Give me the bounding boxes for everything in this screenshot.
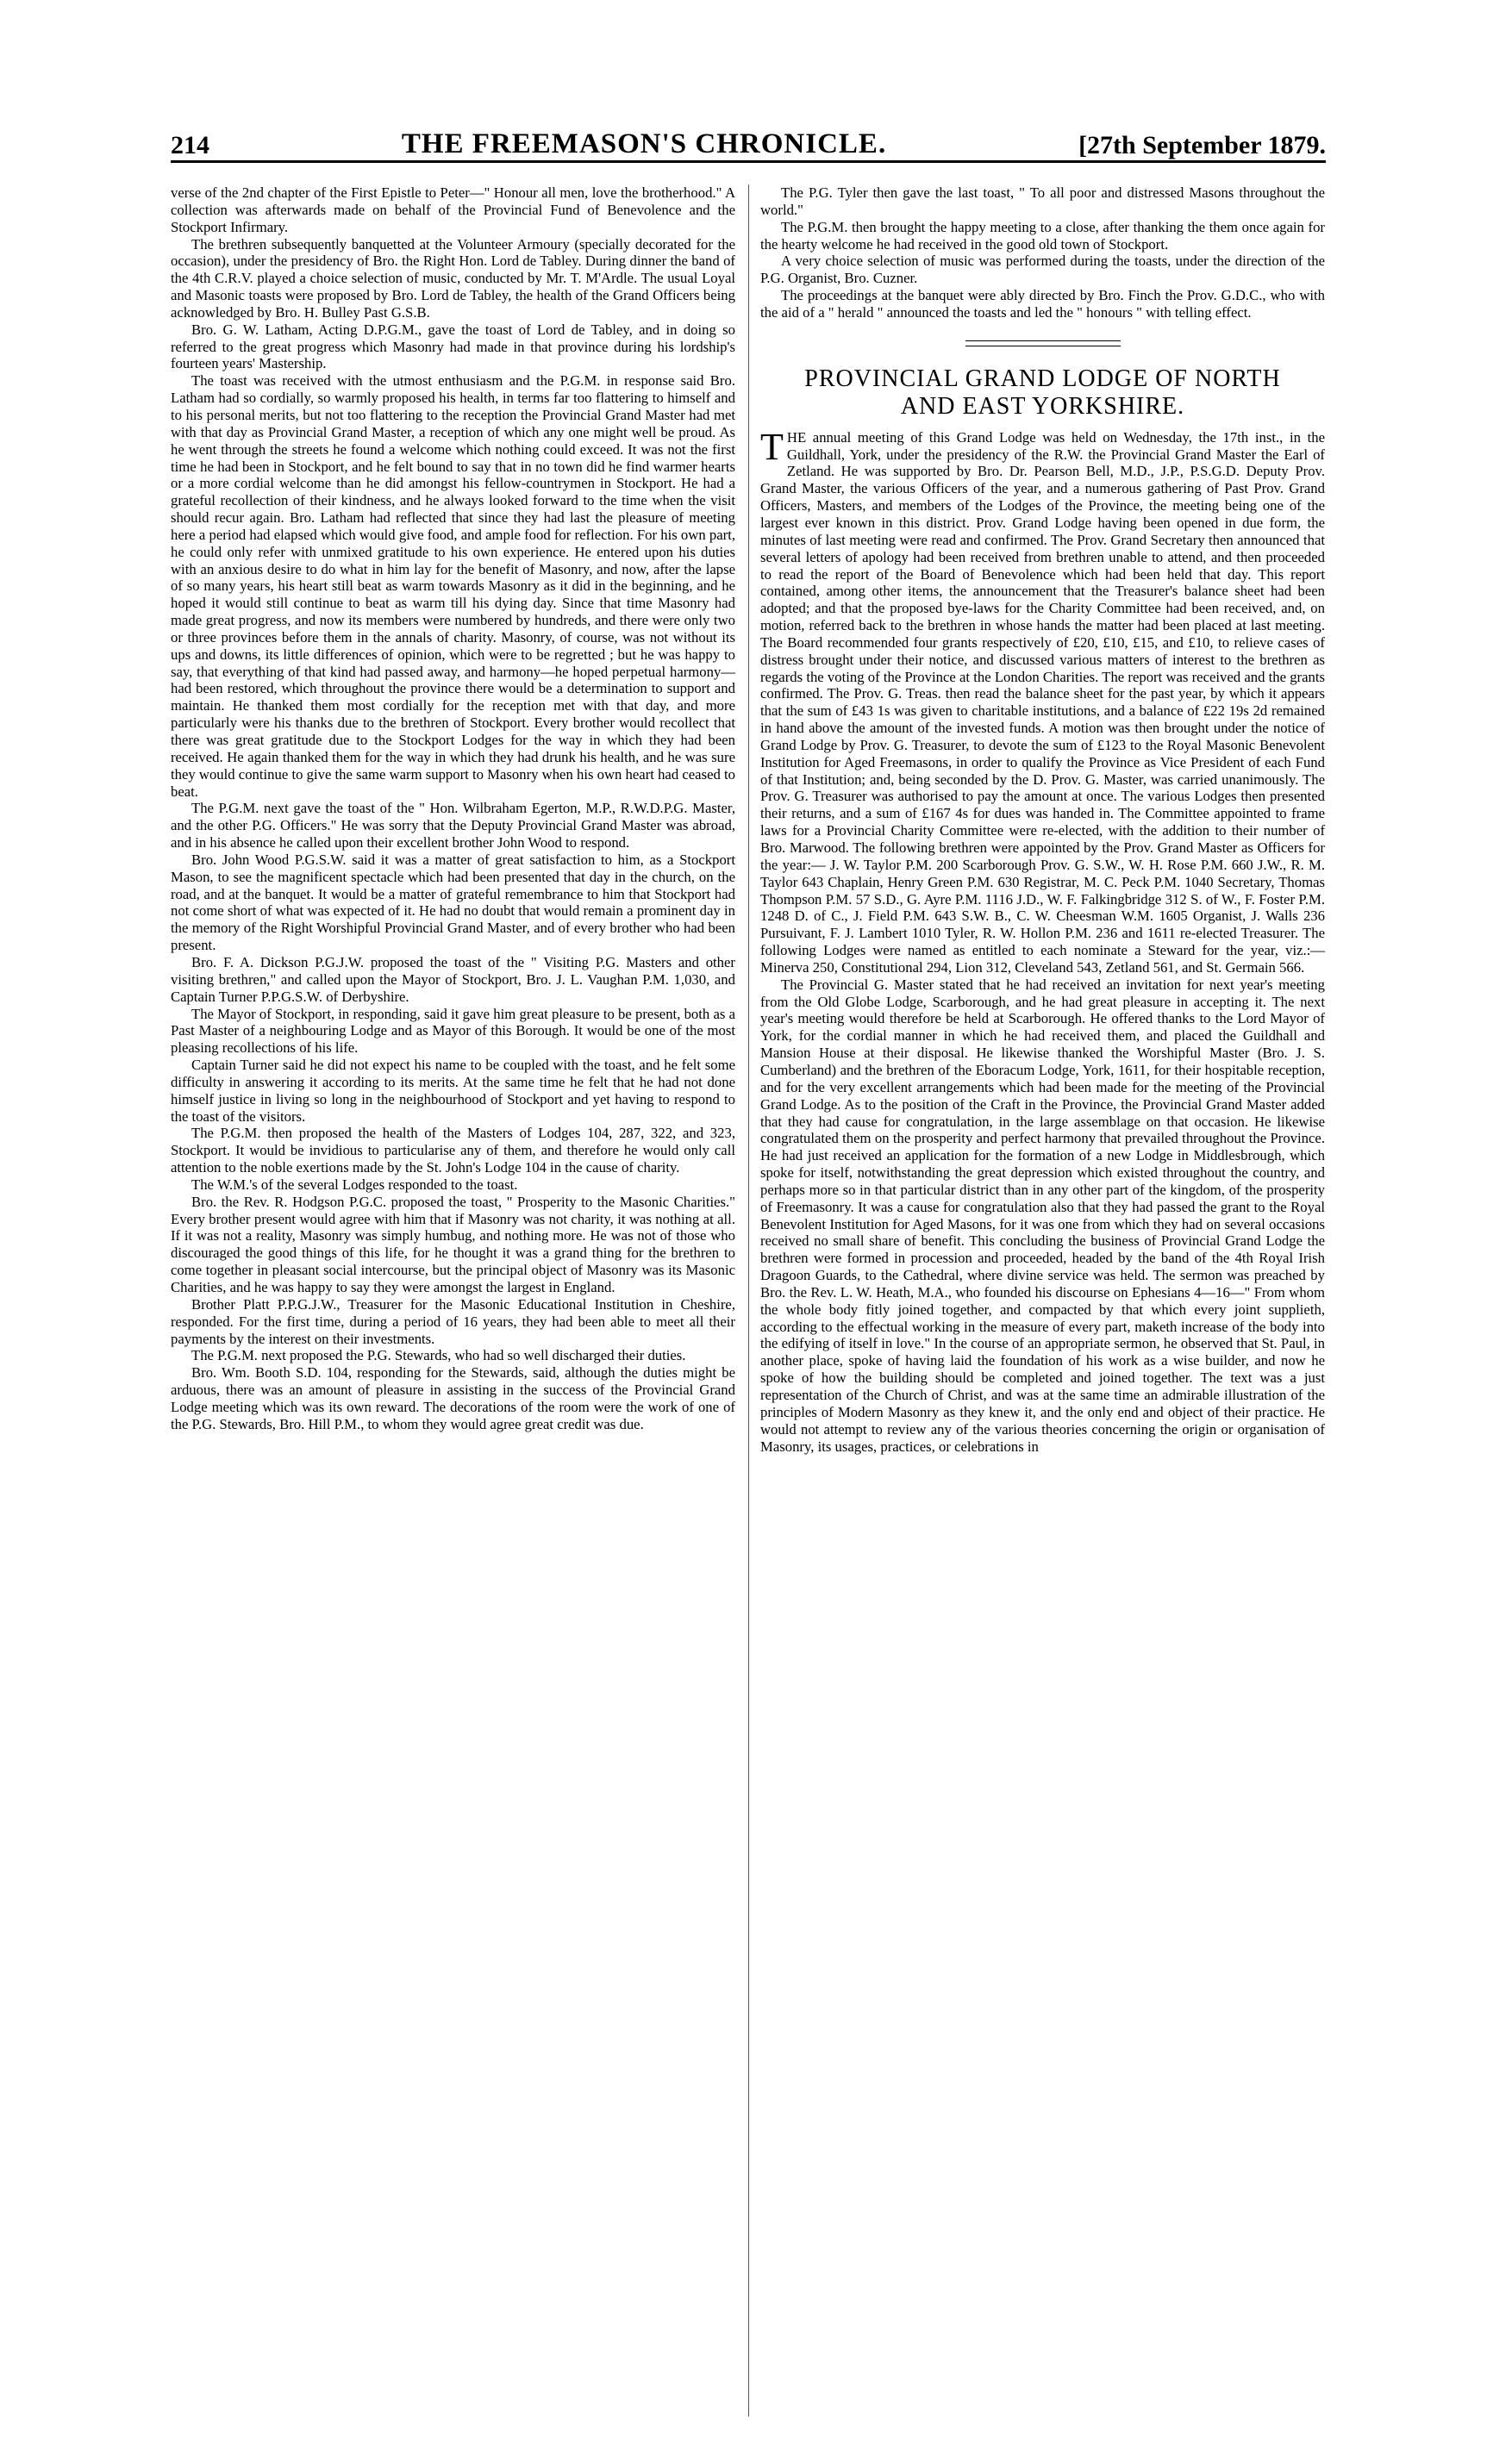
masthead: [171, 119, 1326, 163]
left-column: [171, 184, 735, 2425]
article-paragraph: The brethren subsequently banquetted at the Volunteer Armoury (specially decorated for the occasion), under the presidency of Bro. the Right Hon. Lord de Tabley. During dinner the band of the 4th C.R.V. played a choice selection of music, conducted by Mr. T. M'Ardle. The usual Loyal and Masonic toasts were proposed by Bro. Lord de Tabley, the health of the Grand Officers being acknowledged by Bro. H. Bulley Past G.S.B.: [171, 235, 735, 321]
section-heading-line: PROVINCIAL GRAND LODGE OF NORTH: [804, 365, 1281, 392]
lead-paragraph-text: HE annual meeting of this Grand Lodge was held on Wednesday, the 17th inst., in the Guildhall, York, under the presidency of the R.W. the Provincial Grand Master the Earl of Zetland. He was supported by Bro. Dr. Pearson Bell, M.D., J.P., P.S.G.D. Deputy Prov. Grand Master, the various Officers of the year, and a numerous gathering of Past Prov. Grand Officers, Masters, and members of the Lodges of the Province, the meeting being one of the largest ever known in this district. Prov. Grand Lodge having been opened in due form, the minutes of last meeting were read and confirmed. The Prov. Grand Secretary then announced that several letters of apology had been received from brethren unable to attend, and then proceeded to read the report of the Board of Benevolence which had been held that day. This report contained, among other items, the announcement that the Treasurer's balance sheet had been adopted; and that the proposed bye-laws for the Charity Committee had been received, and, on motion, referred back to the brethren in whose hands the matter had been placed at last meeting. The Board recommended four grants respectively of £20, £10, £15, and £10, to relieve cases of distress brought under their notice, and discussed various matters of interest to the brethren as regards the voting of the Province at the London Charities. The report was received and the grants confirmed. The Prov. G. Treas. then read the balance sheet for the past year, by which it appears that the sum of £43 1s was given to charitable institutions, and a balance of £22 19s 2d remained in hand above the amount of the invested funds. A motion was then brought under the notice of Grand Lodge by Prov. G. Treasurer, to devote the sum of £123 to the Royal Masonic Benevolent Institution for Aged Freemasons, in order to qualify the Province as Vice President of each Fund of that Institution; and, being seconded by the D. Prov. G. Master, was carried unanimously. The Prov. G. Treasurer was authorised to pay the amount at once. The various Lodges then presented their returns, and a sum of £167 4s for dues was handed in. The Committee appointed to frame laws for a Provincial Charity Committee were re-elected, with the addition to their number of Bro. Marwood. The following brethren were appointed by the Prov. Grand Master as Officers for the year:— J. W. Taylor P.M. 200 Scarborough Prov. G. S.W., W. H. Rose P.M. 660 J.W., R. M. Taylor 643 Chaplain, Henry Green P.M. 630 Registrar, M. C. Peck P.M. 1040 Secretary, Thomas Thompson P.M. 57 S.D., G. Ayre P.M. 1116 J.D., W. F. Falkingbridge 312 S. of W., F. Foster P.M. 1248 D. of C., J. Field P.M. 643 S.W. B., C. W. Cheesman W.M. 1605 Organist, J. Walls 236 Pursuivant, F. J. Lambert 1010 Tyler, R. W. Hollon P.M. 236 and 1611 re-elected Treasurer. The following Lodges were named as entitled to each nominate a Steward for the year, viz.:—Minerva 250, Constitutional 294, Lion 312, Cleveland 543, Zetland 561, and St. Germain 566.: [760, 428, 1325, 976]
article-paragraph: The P.G. Tyler then gave the last toast, " To all poor and distressed Masons throughout the world.": [760, 184, 1325, 218]
drop-cap: T: [760, 425, 784, 468]
article-paragraph: Captain Turner said he did not expect his name to be coupled with the toast, and he felt some difficulty in answering it according to its merits. At the same time he felt that he had not done himself justice in living so long in the neighbourhood of Stockport and yet having to respond to the toast of the visitors.: [171, 1057, 735, 1125]
article-paragraph: Bro. the Rev. R. Hodgson P.G.C. proposed the toast, " Prosperity to the Masonic Charities." Every brother present would agree with him that if Masonry was not charity, it was nothing at all. If it was not a reality, Masonry was simply humbug, and nothing more. He was not of those who discouraged the good things of this life, for he thought it was a grand thing for the brethren to come together in pleasant social intercourse, but the principal object of Masonry was its Masonic Charities, and he was happy to say they were amongst the largest in England.: [171, 1193, 735, 1295]
article-paragraph: The proceedings at the banquet were ably directed by Bro. Finch the Prov. G.D.C., who with the aid of a " herald " announced the toasts and led the " honours " with telling effect.: [760, 287, 1325, 321]
article-paragraph: The P.G.M. next proposed the P.G. Stewards, who had so well discharged their duties.: [191, 1347, 686, 1364]
article-paragraph: The Provincial G. Master stated that he had received an invitation for next year's meeting from the Old Globe Lodge, Scarborough, and he had great pleasure in accepting it. The next year's meeting would therefore be held at Scarborough. He offered thanks to the Lord Mayor of York, for the cordial manner in which he had received them, and placed the Guildhall and Mansion House at their disposal. He likewise thanked the Worshipful Master (Bro. J. S. Cumberland) and the brethren of the Eboracum Lodge, York, 1611, for their hospitable reception, and for the very excellent arrangements which had been made for the meeting of the Provincial Grand Lodge. As to the position of the Craft in the Province, the Provincial Grand Master added that they had cause for congratulation, in the large assemblage on that occasion. He likewise congratulated them on the prosperity and perfect harmony that prevailed throughout the Province. He had just received an application for the formation of a new Lodge in Middlesbrough, which spoke for itself, notwithstanding the great depression which existed throughout the country, and perhaps more so in that particular district than in any other part of the kingdom, of the prosperity of Freemasonry. It was a cause for congratulation also that they had passed the grant to the Royal Benevolent Institution for Aged Masons, for it was one from which they had on several occasions received no small share of benefit. This concluding the business of Provincial Grand Lodge the brethren were formed in procession and proceeded, headed by the band of the 4th Royal Irish Dragoon Guards, to the Cathedral, where divine service was held. The sermon was preached by Bro. the Rev. L. W. Heath, M.A., who founded his discourse on Ephesians 4—16—" From whom the whole body fitly joined together, and compacted by that which every joint supplieth, according to the effectual working in the measure of every part, maketh increase of the body into the edifying of itself in love." In the course of an appropriate sermon, he observed that St. Paul, in another place, spoke of having laid the foundation of his work as a wise builder, and now he spoke of how the building should be completed and joined together. The text was a just representation of the Church of Christ, and was at the same time an admirable illustration of the principles of Modern Masonry as they knew it, and the only end and object of their practice. He would not attempt to review any of the various theories concerning the origin or organisation of Masonry, its usages, practices, or celebrations in: [760, 976, 1325, 1455]
article-paragraph: The toast was received with the utmost enthusiasm and the P.G.M. in response said Bro. Latham had so cordially, so warmly proposed his health, in terms far too flattering to himself and to his personal merits, but not too flattering to the reception the Provincial Grand Master had met with that day as Provincial Grand Master, a reception of which any one might well be proud. As he went through the streets he found a welcome which nothing could exceed. It was not the first time he had been in Stockport, and he felt bound to say that in no town did he find warmer hearts or a more cordial welcome than he did amongst his fellow-countrymen in Stockport. He had a grateful recollection of their kindness, and he always looked forward to the time when the visit should recur again. Bro. Latham had reflected that since they had last the pleasure of meeting here a period had elapsed which would give food, and ample food for reflection. For his own part, he could only refer with unmixed gratitude to his own experience. He entered upon his duties with an anxious desire to do what in him lay for the benefit of Masonry, and now, after the lapse of so many years, his heart still beat as warm towards Masonry as it did in the beginning, and he hoped it would still continue to beat as warm till his dying day. Since that time Masonry had made great progress, and now its members were numbered by hundreds, and there were only two or three provinces before them in the annals of charity. Masonry, of course, was not without its ups and downs, its little differences of opinion, which were to be regretted ; but he was happy to say, that everything of that kind had passed away, and harmony—he hoped perpetual harmony—had been restored, which throughout the province there would be a determination to support and maintain. He thanked them most cordially for the reception met with that day, and more particularly were his thanks due to the brethren of Stockport. Every brother would recollect that there was great gratitude due to the Stockport Lodges for the way in which they had been received. He again thanked them for the way in which they had drunk his health, and he was sure they would continue to give the same warm support to Masonry when his own heart had ceased to beat.: [171, 372, 735, 800]
page-number: 214: [171, 131, 209, 159]
article-paragraph: The P.G.M. next gave the toast of the " Hon. Wilbraham Egerton, M.P., R.W.D.P.G. Master, and the other P.G. Officers." He was sorry that the Deputy Provincial Grand Master was abroad, and in his absence he called upon their excellent brother John Wood to respond.: [171, 800, 735, 851]
article-paragraph: Bro. F. A. Dickson P.G.J.W. proposed the toast of the " Visiting P.G. Masters and other visiting brethren," and called upon the Mayor of Stockport, Bro. J. L. Vaughan P.M. 1,030, and Captain Turner P.P.G.S.W. of Derbyshire.: [171, 953, 735, 1005]
article-paragraph: The Mayor of Stockport, in responding, said it gave him great pleasure to be present, both as a Past Master of a neighbouring Lodge and as Mayor of this Borough. It would be one of the most pleasing recollections of his life.: [171, 1005, 735, 1057]
article-paragraph: Brother Platt P.P.G.J.W., Treasurer for the Masonic Educational Institution in Cheshire, responded. For the first time, during a period of 16 years, they had been able to meet all their payments by the interest on their investments.: [171, 1295, 735, 1347]
article-paragraph: Bro. Wm. Booth S.D. 104, responding for the Stewards, said, although the duties might be arduous, there was an amount of pleasure in assisting in the success of the Provincial Grand Lodge meeting which was its own reward. The decorations of the room were the work of one of the P.G. Stewards, Bro. Hill P.M., to whom they would agree great credit was due.: [171, 1364, 735, 1432]
article-paragraph: verse of the 2nd chapter of the First Epistle to Peter—" Honour all men, love the brotherhood." A collection was afterwards made on behalf of the Provincial Fund of Benevolence and the Stockport Infirmary.: [171, 184, 735, 235]
article-paragraph: The P.G.M. then proposed the health of the Masters of Lodges 104, 287, 322, and 323, Stockport. It would be invidious to particularise any of them, and therefore he would only call attention to the noble exertions made by the St. John's Lodge 104 in the cause of charity.: [171, 1125, 735, 1176]
newspaper-title: THE FREEMASON'S CHRONICLE.: [401, 128, 887, 159]
article-paragraph: Bro. G. W. Latham, Acting D.P.G.M., gave the toast of Lord de Tabley, and in doing so referred to the great progress which Masonry had made in that province during his lordship's fourteen years' Mastership.: [171, 321, 735, 372]
section-lead-paragraph: [760, 425, 1325, 976]
article-paragraph: A very choice selection of music was performed during the toasts, under the direction of the P.G. Organist, Bro. Cuzner.: [760, 253, 1325, 287]
section-heading-line: AND EAST YORKSHIRE.: [900, 392, 1185, 420]
article-paragraph: Bro. John Wood P.G.S.W. said it was a matter of great satisfaction to him, as a Stockport Mason, to see the magnificent spectacle which had been presented that day in the church, on the road, and at the banquet. It would be a matter of grateful remembrance to him that Stockport had not come short of what was expected of it. He had no doubt that would remain a prominent day in the memory of the Right Worshipful Provincial Grand Master, and of every brother who had been present.: [171, 851, 735, 954]
issue-date: [27th September 1879.: [1078, 131, 1326, 159]
article-paragraph: The W.M.'s of the several Lodges responded to the toast.: [191, 1176, 518, 1193]
section-heading: [760, 365, 1325, 421]
right-column: [760, 184, 1325, 2425]
article-paragraph: The P.G.M. then brought the happy meeting to a close, after thanking the them once again for the hearty welcome he had received in the good old town of Stockport.: [760, 218, 1325, 253]
section-separator-rule: [965, 340, 1121, 346]
column-divider: [748, 184, 749, 2417]
